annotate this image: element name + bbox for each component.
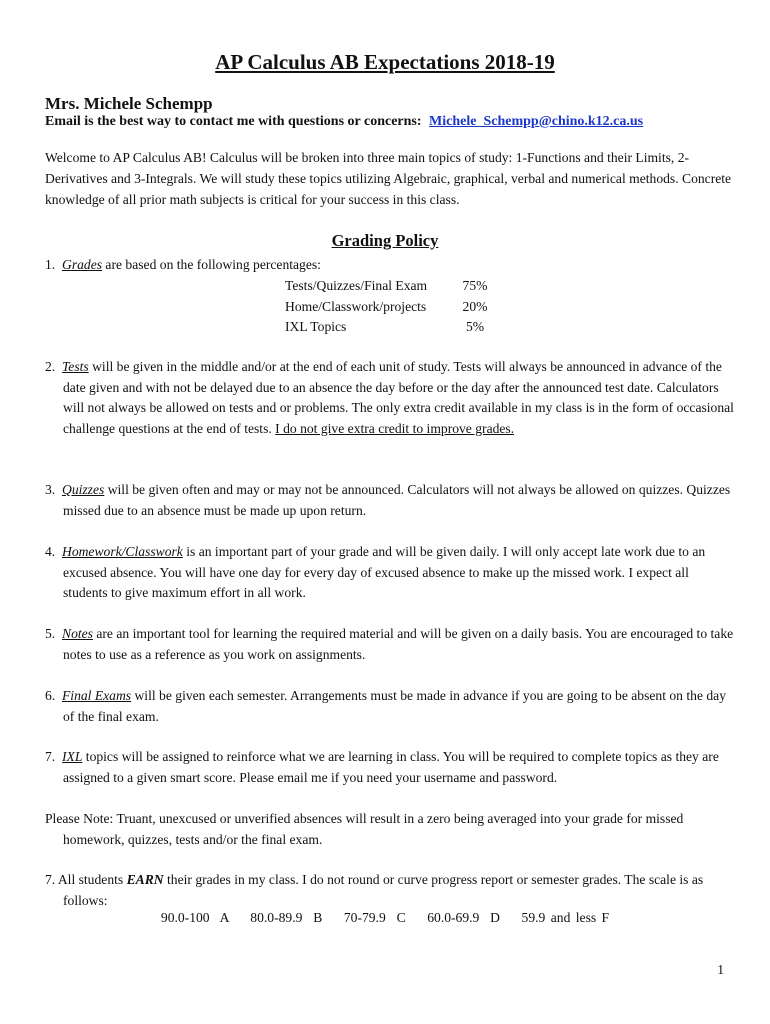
item-text: will be given often and may or may not be announced. Calculators will not always be allowed on quizzes. Quizzes missed due to an absence must be made up upon return. [63, 482, 731, 518]
list-item-tests [45, 357, 735, 439]
item-number: 4. [45, 544, 56, 559]
item-term: EARN [126, 872, 164, 887]
intro-paragraph: Welcome to AP Calculus AB! Calculus will be broken into three main topics of study: 1-Functions and their Limits, 2-Derivatives and 3-Integrals. We will study these topics utilizing Algebraic, graphical, verbal and numerical methods. Concrete knowledge of all prior math subjects is critical for your success in this class. [45, 150, 732, 207]
item-number: 6. [45, 688, 56, 703]
item-number: 1. [45, 257, 56, 272]
section-title: Grading Policy [331, 231, 439, 250]
item-number: 7. [45, 872, 56, 887]
list-item-quizzes [45, 480, 735, 521]
absence-note [45, 809, 735, 850]
grade-weights-table [285, 276, 495, 338]
grade-category: Tests/Quizzes/Final Exam [285, 278, 428, 293]
grade-scale: 90.0-100 A 80.0-89.9 B 70-79.9 C 60.0-69.9 D 59.9 and less F [160, 910, 610, 925]
contact-text: Email is the best way to contact me with questions or concerns: [45, 114, 422, 129]
table-row [285, 276, 495, 297]
list-item-final-exams [45, 686, 735, 727]
item-number: 3. [45, 482, 56, 497]
grade-percent: 75% [462, 278, 488, 293]
item-number: 5. [45, 626, 56, 641]
list-item-notes [45, 624, 735, 665]
list-item-grades [45, 255, 735, 276]
list-item-homework [45, 542, 735, 604]
grade-percent: 5% [465, 319, 485, 334]
item-text: their grades in my class. I do not round or curve progress report or semester grades. The scale is as follows: [63, 872, 704, 908]
item-text: will be given each semester. Arrangements must be made in advance if you are going to be absent on the day of the final exam. [63, 688, 727, 724]
item-text: topics will be assigned to reinforce what we are learning in class. You will be required to complete topics as they are assigned to a given smart score. Please email me if you need your username and password. [63, 749, 719, 785]
item-term: Tests [62, 359, 89, 374]
item-text-pre: All students [55, 872, 127, 887]
email-link[interactable]: Michele_Schempp@chino.k12.ca.us [429, 114, 644, 129]
table-row [285, 317, 495, 338]
teacher-name: Mrs. Michele Schempp [45, 94, 213, 113]
item-text: will be given in the middle and/or at the end of each unit of study. Tests will always be announced in advance of the date given and with not be delayed due to an absence the day before or the day after the announced test date. Calculators will not always be allowed on tests and or problems. The only extra credit available in my class is in the form of occasional challenge questions at the end of tests. [63, 359, 734, 436]
item-number: 2. [45, 359, 56, 374]
grade-category: Home/Classwork/projects [285, 298, 427, 314]
item-term: Notes [62, 626, 93, 641]
page-title: AP Calculus AB Expectations 2018-19 [215, 50, 555, 74]
grade-percent: 20% [462, 298, 488, 314]
contact-line [45, 114, 643, 130]
page-number: 1 [717, 962, 724, 977]
list-item-ixl [45, 747, 735, 788]
item-term: Final Exams [62, 688, 132, 703]
item-number: 7. [45, 749, 56, 764]
item-term: IXL [62, 749, 83, 764]
item-term: Homework/Classwork [62, 544, 183, 559]
table-row [285, 297, 495, 318]
list-item-earn [45, 870, 735, 911]
item-text: is an important part of your grade and will be given daily. I will only accept late work due to an excused absence. You will have one day for every day of excused absence to make up the missed work. I expect all students to give maximum effort in all work. [63, 544, 706, 600]
item-text: are based on the following percentages: [102, 257, 321, 272]
item-term: Grades [62, 257, 103, 272]
item-underlined-text: I do not give extra credit to improve grades. [275, 420, 515, 436]
item-term: Quizzes [62, 482, 105, 497]
item-text: are an important tool for learning the required material and will be given on a daily basis. You are encouraged to take notes to use as a reference as you work on assignments. [63, 626, 734, 662]
grade-category: IXL Topics [285, 319, 347, 334]
note-text: Please Note: Truant, unexcused or unverified absences will result in a zero being averaged into your grade for missed homework, quizzes, tests and/or the final exam. [45, 811, 684, 847]
